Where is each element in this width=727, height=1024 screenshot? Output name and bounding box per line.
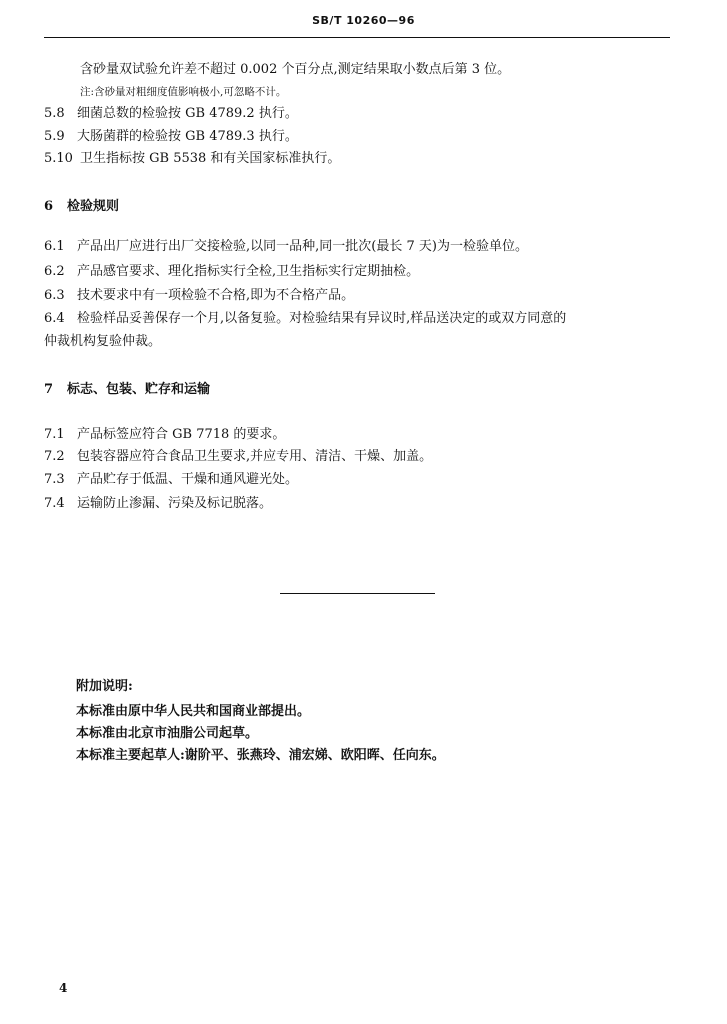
- clause-number: 7.2: [44, 449, 65, 464]
- appendix-line: 本标准由原中华人民共和国商业部提出。: [76, 704, 311, 719]
- section-heading-7: [44, 383, 210, 396]
- running-header: SB/T 10260—96: [312, 14, 415, 27]
- clause-number: 5.8: [44, 106, 65, 121]
- clause-6-2: [44, 265, 419, 278]
- clause-5-10: [44, 152, 340, 165]
- section-number: 7: [44, 382, 54, 397]
- clause-text: 技术要求中有一项检验不合格,即为不合格产品。: [77, 288, 355, 303]
- clause-5-9: [44, 130, 298, 143]
- clause-7-4: [44, 497, 272, 510]
- appendix-line: 本标准主要起草人:谢阶平、张燕玲、浦宏娣、欧阳晖、任向东。: [76, 748, 445, 763]
- clause-text: 产品出厂应进行出厂交接检验,以同一品种,同一批次(最长 7 天)为一检验单位。: [77, 239, 528, 254]
- section-number: 6: [44, 199, 54, 214]
- appendix-title: 附加说明:: [76, 679, 133, 694]
- clause-text: 卫生指标按 GB 5538 和有关国家标准执行。: [80, 151, 341, 166]
- note-sand-content: 注:含砂量对粗细度值影响极小,可忽略不计。: [80, 86, 287, 98]
- clause-text: 细菌总数的检验按 GB 4789.2 执行。: [77, 106, 298, 121]
- clause-number: 7.3: [44, 472, 65, 487]
- clause-7-3: [44, 473, 298, 486]
- clause-text: 产品标签应符合 GB 7718 的要求。: [77, 427, 286, 442]
- clause-number: 6.1: [44, 239, 65, 254]
- page-number: 4: [59, 981, 68, 995]
- section-title: 标志、包装、贮存和运输: [67, 382, 211, 397]
- clause-7-2: [44, 450, 432, 463]
- header-rule: [44, 37, 670, 38]
- clause-number: 6.4: [44, 311, 65, 326]
- clause-6-1: [44, 240, 528, 253]
- clause-6-3: [44, 289, 354, 302]
- clause-text: 检验样品妥善保存一个月,以备复验。对检验结果有异议时,样品送决定的或双方同意的: [77, 311, 567, 326]
- clause-text: 运输防止渗漏、污染及标记脱落。: [77, 496, 273, 511]
- paragraph-sand-tolerance: 含砂量双试验允许差不超过 0.002 个百分点,测定结果取小数点后第 3 位。: [80, 62, 511, 77]
- clause-number: 7.1: [44, 427, 65, 442]
- clause-number: 6.3: [44, 288, 65, 303]
- clause-text: 大肠菌群的检验按 GB 4789.3 执行。: [77, 129, 298, 144]
- clause-text: 包装容器应符合食品卫生要求,并应专用、清洁、干燥、加盖。: [77, 449, 433, 464]
- clause-6-4: [44, 312, 566, 325]
- clause-number: 5.9: [44, 129, 65, 144]
- clause-number: 5.10: [44, 151, 73, 166]
- section-heading-6: [44, 200, 119, 213]
- appendix-line: 本标准由北京市油脂公司起草。: [76, 726, 259, 741]
- clause-6-4-continuation: 仲裁机构复验仲裁。: [44, 334, 162, 349]
- clause-number: 6.2: [44, 264, 65, 279]
- end-of-text-rule: [280, 593, 435, 594]
- clause-5-8: [44, 107, 298, 120]
- section-title: 检验规则: [67, 199, 120, 214]
- clause-text: 产品贮存于低温、干燥和通风避光处。: [77, 472, 299, 487]
- clause-number: 7.4: [44, 496, 65, 511]
- clause-text: 产品感官要求、理化指标实行全检,卫生指标实行定期抽检。: [77, 264, 420, 279]
- clause-7-1: [44, 428, 285, 441]
